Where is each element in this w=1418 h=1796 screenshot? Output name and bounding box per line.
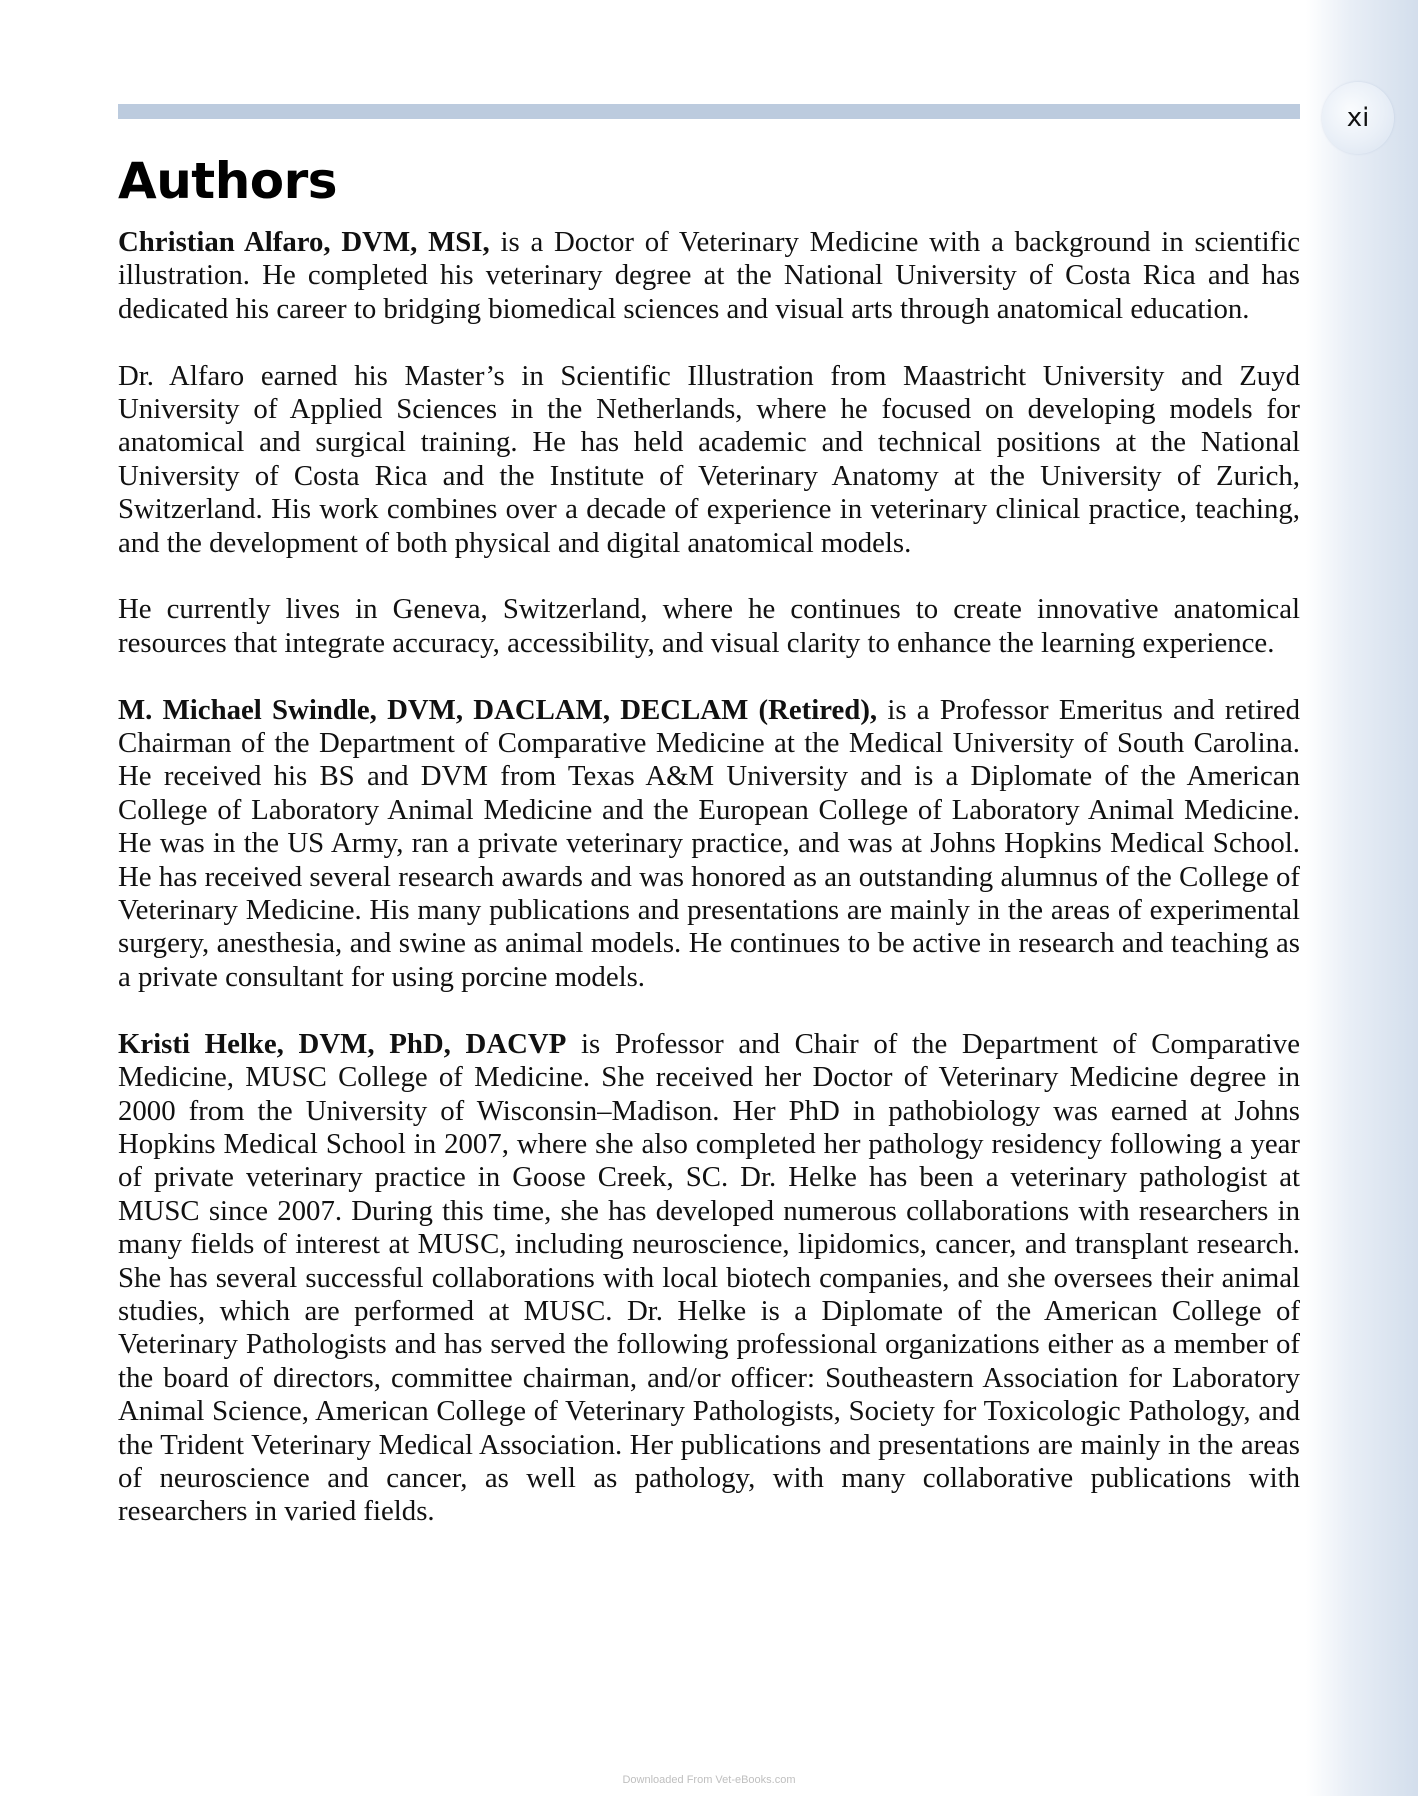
paragraph-text: is a Doctor of Veterinary Medicine with a background in scientific illustration. He completed his veterinary degree at the National University of Costa Rica and has dedicated his career to bridging biomedical sciences and visual arts through anatomical education. bbox=[118, 226, 1301, 325]
author-name-alfaro: Christian Alfaro, DVM, MSI, bbox=[118, 226, 490, 258]
author-paragraph-alfaro-career bbox=[118, 360, 1300, 560]
author-paragraph-alfaro bbox=[118, 226, 1300, 326]
page-title: Authors bbox=[118, 152, 338, 210]
author-paragraph-swindle bbox=[118, 694, 1300, 995]
paragraph-text: is Professor and Chair of the Department of Comparative Medicine, MUSC College of Medicine. She received her Doctor of Veterinary Medicine degree in 2000 from the University of Wisconsin–Madison. Her PhD in pathobiology was earned at Johns Hopkins Medical School in 2007, where she also completed her pathology residency following a year of private veterinary practice in Goose Creek, SC. Dr. Helke has been a veterinary pathologist at MUSC since 2007. During this time, she has developed numerous collaborations with researchers in many fields of interest at MUSC, including neuroscience, lipidomics, cancer, and transplant research. She has several successful collaborations with local biotech companies, and she oversees their animal studies, which are performed at MUSC. Dr. Helke is a Diplomate of the American College of Veterinary Pathologists and has served the following professional organizations either as a member of the board of directors, committee chairman, and/or officer: Southeastern Association for Laboratory Animal Science, American College of Veterinary Pathologists, Society for Toxicologic Pathology, and the Trident Veterinary Medical Association. Her publications and presentations are mainly in the areas of neuroscience and cancer, as well as pathology, with many collaborative publications with researchers in varied fields. bbox=[118, 1027, 1300, 1528]
header-rule bbox=[118, 104, 1300, 119]
side-decorative-band bbox=[1306, 0, 1418, 1796]
download-watermark: Downloaded From Vet-eBooks.com bbox=[622, 1774, 796, 1786]
author-paragraph-alfaro-current bbox=[118, 593, 1300, 660]
paragraph-text: He currently lives in Geneva, Switzerland, where he continues to create innovative anatomical resources that integrate accuracy, accessibility, and visual clarity to enhance the learning experience. bbox=[118, 593, 1300, 659]
page-number: xi bbox=[1346, 103, 1370, 133]
author-name-helke: Kristi Helke, DVM, PhD, DACVP bbox=[118, 1027, 567, 1060]
author-name-swindle: M. Michael Swindle, DVM, DACLAM, DECLAM (Retired), bbox=[118, 693, 878, 726]
paragraph-text: is a Professor Emeritus and retired Chairman of the Department of Comparative Medicine at the Medical University of South Carolina. He received his BS and DVM from Texas A&M University and is a Diplomate of the American College of Laboratory Animal Medicine and the European College of Laboratory Animal Medicine. He was in the US Army, ran a private veterinary practice, and was at Johns Hopkins Medical School. He has received several research awards and was honored as an outstanding alumnus of the College of Veterinary Medicine. His many publications and presentations are mainly in the areas of experimental surgery, anesthesia, and swine as animal models. He continues to be active in research and teaching as a private consultant for using porcine models. bbox=[118, 693, 1300, 993]
paragraph-text: Dr. Alfaro earned his Master’s in Scientific Illustration from Maastricht University and Zuyd University of Applied Sciences in the Netherlands, where he focused on developing models for anatomical and surgical training. He has held academic and technical positions at the National University of Costa Rica and the Institute of Veterinary Anatomy at the University of Zurich, Switzerland. His work combines over a decade of experience in veterinary clinical practice, teaching, and the development of both physical and digital anatomical models. bbox=[118, 359, 1300, 559]
author-paragraph-helke bbox=[118, 1028, 1300, 1529]
page-number-badge bbox=[1322, 82, 1394, 154]
authors-body bbox=[118, 226, 1300, 1562]
